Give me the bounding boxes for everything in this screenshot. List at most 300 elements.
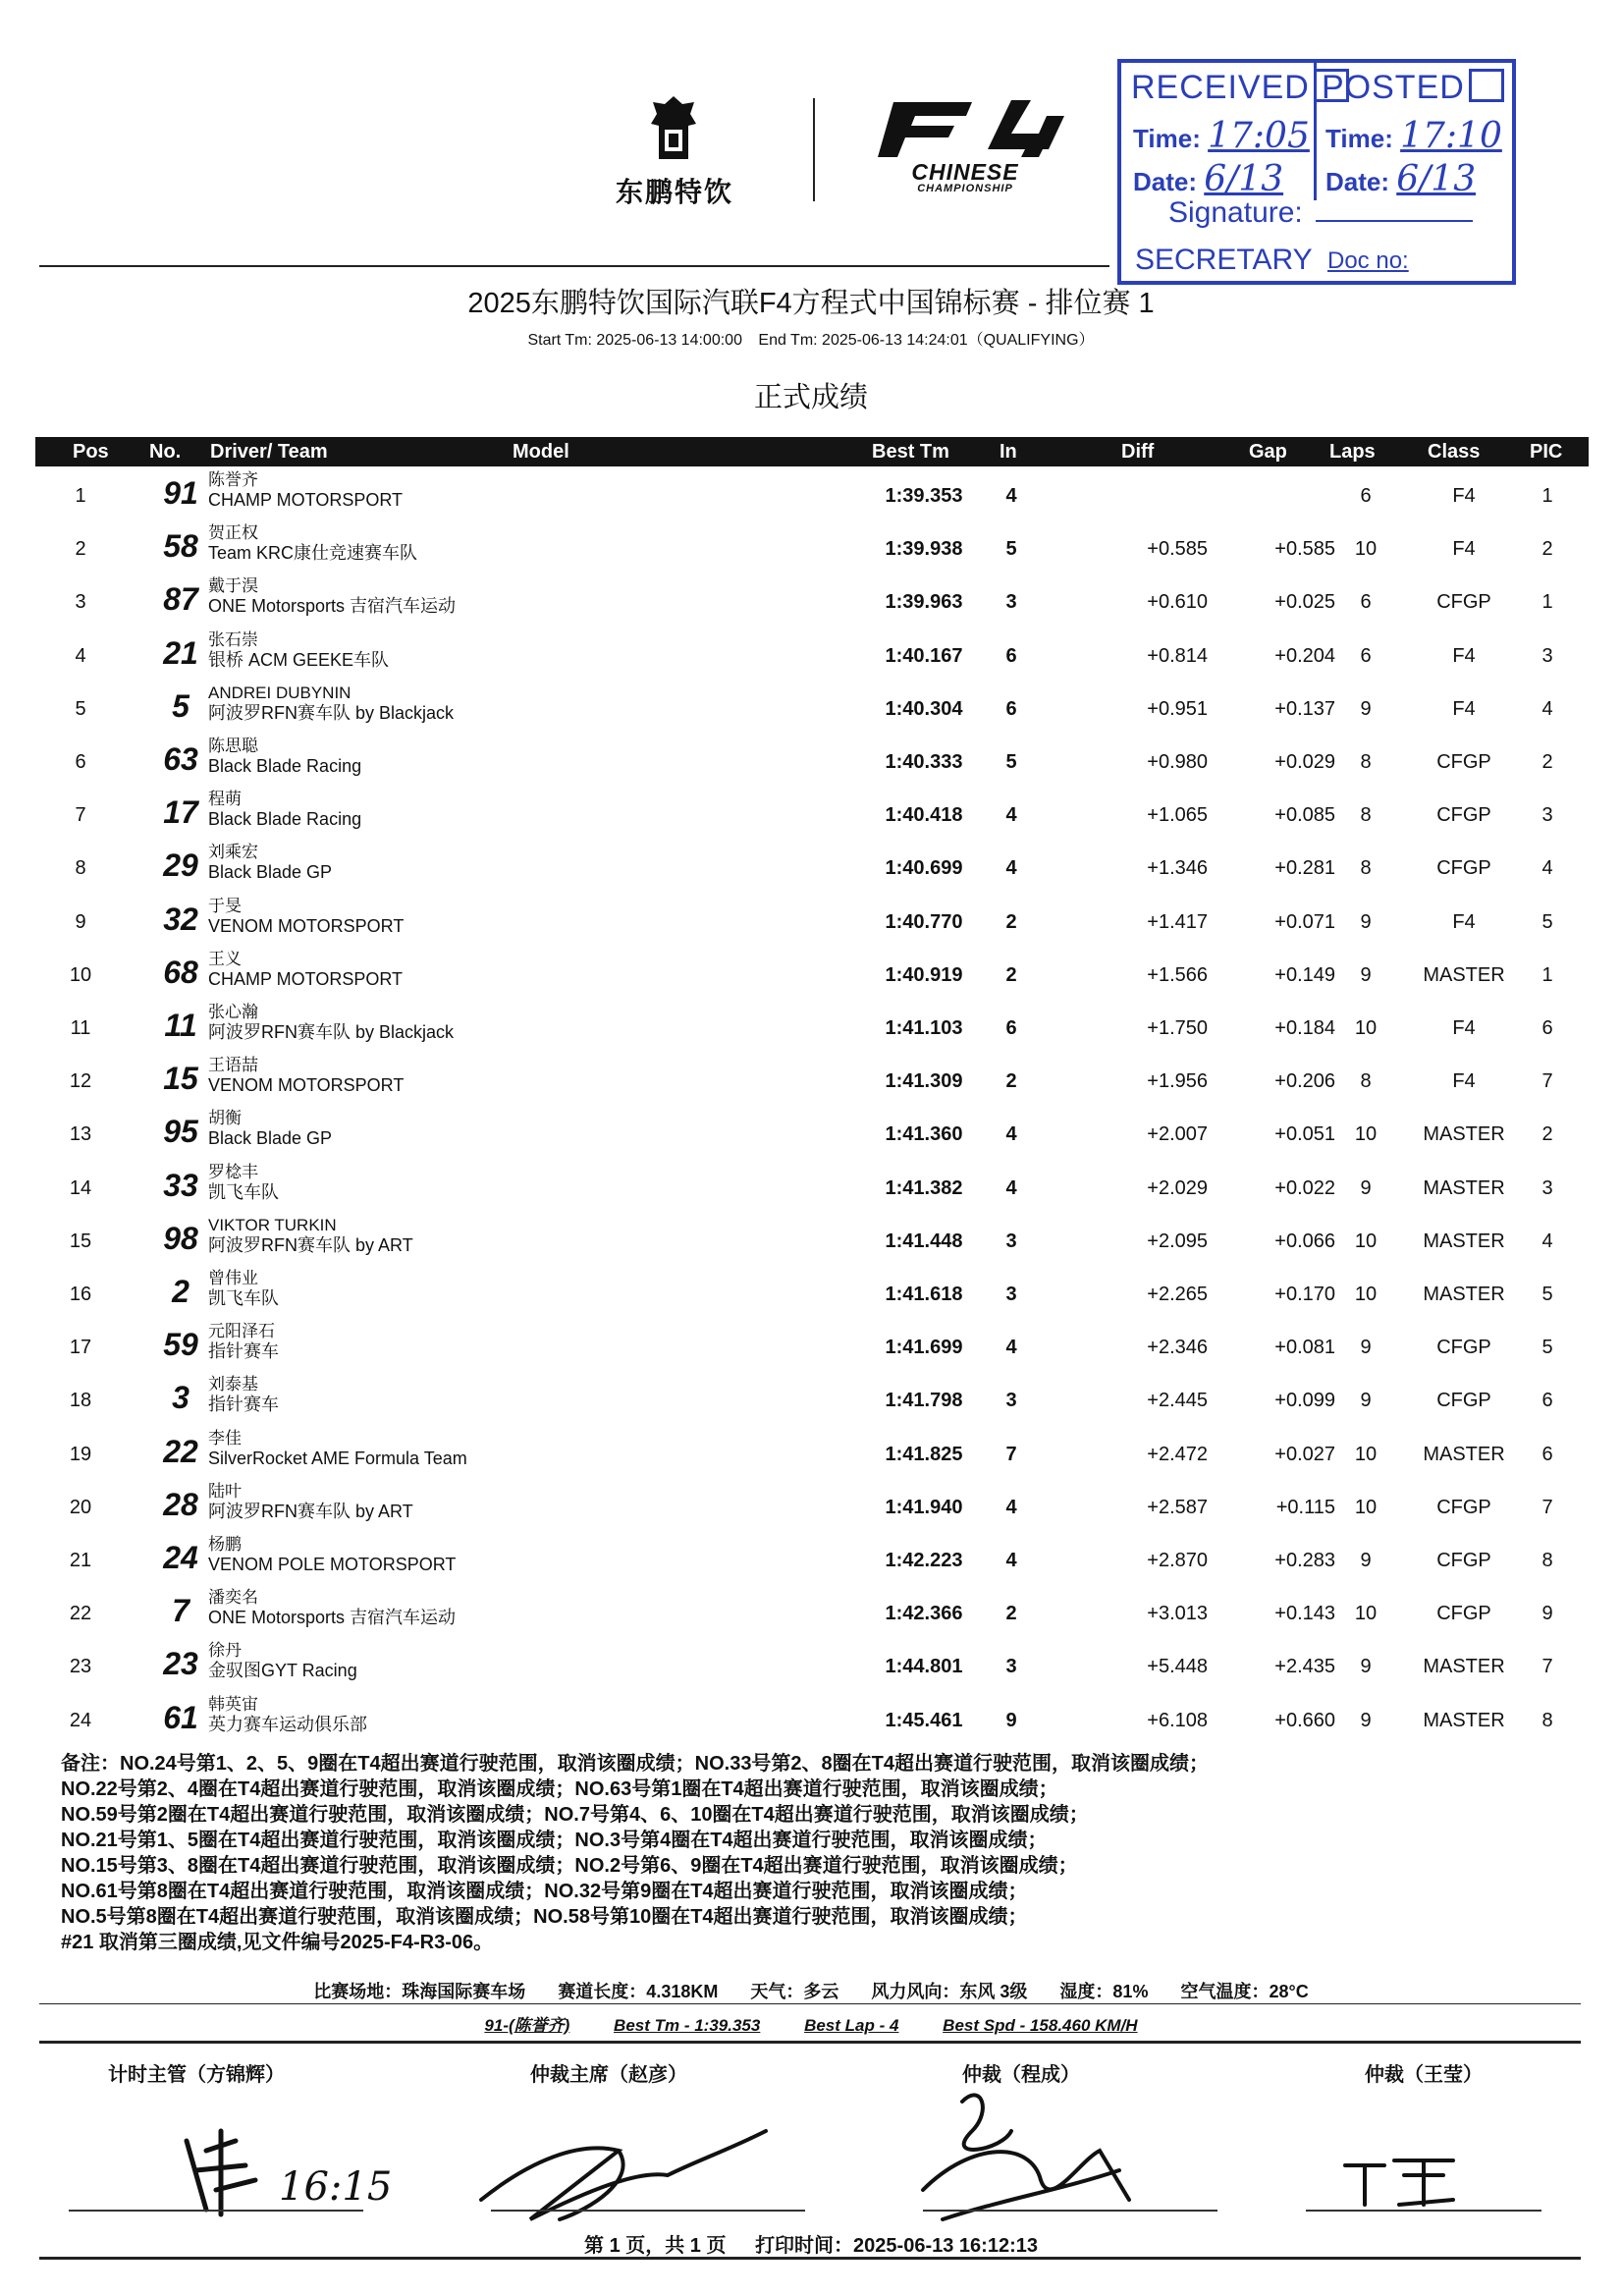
cell-driver-team <box>208 1641 357 1680</box>
cell-driver-team <box>208 470 403 510</box>
cell-pic: 6 <box>1541 1390 1553 1412</box>
stamp-posted-label: POSTED <box>1322 69 1465 106</box>
cell-laps: 6 <box>1360 485 1372 507</box>
team-name: 阿波罗RFN赛车队 by ART <box>208 1234 413 1255</box>
cell-pic: 5 <box>1541 910 1553 933</box>
col-gap: Gap <box>1249 441 1287 463</box>
cell-pic: 5 <box>1541 1284 1553 1305</box>
cell-diff: +2.445 <box>1147 1390 1208 1412</box>
print-time: 打印时间：2025-06-13 16:12:13 <box>755 2235 1038 2257</box>
cell-driver-team <box>208 1109 332 1148</box>
driver-name: 潘奕名 <box>208 1588 258 1608</box>
cell-car-number: 91 <box>163 475 198 511</box>
cell-driver-team <box>208 1695 367 1734</box>
cell-pic: 5 <box>1541 1337 1553 1359</box>
col-driver: Driver/ Team <box>210 441 328 463</box>
cell-pos: 8 <box>75 857 86 880</box>
team-name: 指针赛车 <box>208 1341 279 1362</box>
header-rule <box>39 265 1109 267</box>
cell-driver-team <box>208 576 456 616</box>
team-name: ONE Motorsports 吉宿汽车运动 <box>208 596 457 617</box>
cell-best-time: 1:45.461 <box>885 1709 963 1731</box>
driver-name: 罗棯丰 <box>208 1162 258 1181</box>
cell-driver-team <box>208 1429 467 1468</box>
cell-gap: +0.081 <box>1274 1337 1335 1359</box>
cell-car-number: 22 <box>163 1433 198 1469</box>
cell-pos: 7 <box>75 804 86 827</box>
stamp-received-date: 6/13 <box>1204 159 1284 199</box>
cell-driver-team <box>208 1216 413 1255</box>
cell-car-number: 61 <box>163 1699 198 1735</box>
cell-in: 4 <box>1005 1550 1017 1571</box>
cell-diff: +1.956 <box>1147 1070 1208 1093</box>
cell-best-time: 1:40.418 <box>885 804 963 827</box>
cell-laps: 10 <box>1354 1123 1378 1146</box>
cell-class: F4 <box>1452 1070 1476 1093</box>
cell-diff: +1.417 <box>1147 910 1208 933</box>
track-length: 赛道长度：4.318KM <box>558 1982 719 2001</box>
team-name: ONE Motorsports 吉宿汽车运动 <box>208 1608 457 1628</box>
cell-laps: 9 <box>1360 697 1372 720</box>
cell-diff: +2.472 <box>1147 1443 1208 1465</box>
cell-gap: +0.204 <box>1274 644 1335 667</box>
cell-best-time: 1:44.801 <box>885 1656 963 1678</box>
cell-in: 3 <box>1005 1656 1017 1678</box>
cell-laps: 9 <box>1360 1550 1372 1571</box>
cell-car-number: 5 <box>172 687 189 724</box>
best-lap-speed: Best Spd - 158.460 KM/H <box>943 2016 1138 2035</box>
cell-driver-team <box>208 1375 279 1414</box>
cell-car-number: 68 <box>163 954 198 990</box>
table-row <box>35 1265 1589 1318</box>
driver-name: 戴于淏 <box>208 576 258 596</box>
team-name: VENOM MOTORSPORT <box>208 915 405 936</box>
remark-line: NO.15号第3、8圈在T4超出赛道行驶范围，取消该圈成绩；NO.2号第6、9圈在T4超出赛道行驶范围，取消该圈成绩； <box>61 1855 1078 1877</box>
cell-laps: 10 <box>1354 1496 1378 1518</box>
steward-1-signature <box>884 2082 1139 2229</box>
cell-car-number: 33 <box>163 1167 198 1203</box>
table-row <box>35 1478 1589 1531</box>
cell-gap: +0.585 <box>1274 538 1335 561</box>
team-name: VENOM MOTORSPORT <box>208 1075 405 1096</box>
best-lap-time: Best Tm - 1:39.353 <box>614 2016 761 2035</box>
cell-best-time: 1:41.103 <box>885 1017 963 1039</box>
team-name: 凯飞车队 <box>208 1288 279 1308</box>
results-table-header <box>35 437 1589 466</box>
cell-diff: +2.095 <box>1147 1230 1208 1252</box>
driver-name: ANDREI DUBYNIN <box>208 683 351 702</box>
cell-in: 4 <box>1005 857 1017 880</box>
cell-pos: 5 <box>75 697 86 720</box>
cell-car-number: 59 <box>163 1327 198 1363</box>
team-name: CHAMP MOTORSPORT <box>208 490 404 510</box>
cell-pic: 4 <box>1541 857 1553 880</box>
cell-car-number: 2 <box>172 1274 189 1309</box>
driver-name: 刘乘宏 <box>208 843 258 862</box>
cell-diff: +0.610 <box>1147 591 1208 614</box>
cell-pos: 21 <box>69 1550 92 1571</box>
cell-in: 4 <box>1005 1123 1017 1146</box>
cell-in: 6 <box>1005 697 1017 720</box>
dongpeng-logo-text: 东鹏特饮 <box>615 177 733 207</box>
cell-pos: 4 <box>75 644 86 667</box>
cell-class: MASTER <box>1423 1123 1505 1146</box>
cell-car-number: 23 <box>163 1646 198 1682</box>
table-row <box>35 1371 1589 1424</box>
cell-pos: 18 <box>69 1390 92 1412</box>
cell-best-time: 1:41.699 <box>885 1337 963 1359</box>
f4-logo-subtext: CHAMPIONSHIP <box>917 183 1013 194</box>
cell-laps: 10 <box>1354 1603 1378 1625</box>
cell-in: 5 <box>1005 538 1017 561</box>
driver-name: 徐丹 <box>208 1641 242 1661</box>
cell-class: CFGP <box>1436 1603 1491 1625</box>
cell-laps: 8 <box>1360 1070 1372 1093</box>
cell-laps: 9 <box>1360 963 1372 986</box>
cell-diff: +1.065 <box>1147 804 1208 827</box>
chief-steward-signature <box>471 2121 805 2229</box>
driver-name: 贺正权 <box>208 523 258 543</box>
cell-car-number: 11 <box>164 1008 197 1043</box>
cell-best-time: 1:41.382 <box>885 1176 963 1199</box>
cell-in: 3 <box>1005 1230 1017 1252</box>
cell-laps: 10 <box>1354 1230 1378 1252</box>
cell-car-number: 3 <box>172 1380 189 1416</box>
cell-in: 3 <box>1005 1284 1017 1305</box>
cell-in: 4 <box>1005 1176 1017 1199</box>
cell-diff: +1.346 <box>1147 857 1208 880</box>
stamp-signature-line <box>1316 220 1473 222</box>
team-name: Black Blade Racing <box>208 809 362 830</box>
cell-driver-team <box>208 1482 413 1521</box>
col-diff: Diff <box>1121 441 1155 463</box>
cell-laps: 9 <box>1360 1337 1372 1359</box>
cell-gap: +0.137 <box>1274 697 1335 720</box>
cell-diff: +0.951 <box>1147 697 1208 720</box>
cell-pic: 3 <box>1541 1176 1553 1199</box>
col-pos: Pos <box>73 441 109 463</box>
driver-name: 曾伟业 <box>208 1269 258 1287</box>
cell-driver-team <box>208 1535 456 1574</box>
cell-gap: +0.149 <box>1274 963 1335 986</box>
dongpeng-emblem-icon <box>645 94 702 165</box>
cell-pos: 9 <box>75 910 86 933</box>
cell-gap: +0.051 <box>1274 1123 1335 1146</box>
cell-pos: 17 <box>69 1337 92 1359</box>
cell-laps: 10 <box>1354 1017 1378 1039</box>
venue-info <box>0 1978 1622 2003</box>
stamp-posted-date-label: Date: <box>1325 167 1390 196</box>
remark-line: NO.61号第8圈在T4超出赛道行驶范围，取消该圈成绩；NO.32号第9圈在T4超出赛道行驶范围，取消该圈成绩； <box>61 1881 1028 1902</box>
cell-gap: +0.283 <box>1274 1550 1335 1571</box>
table-row <box>35 1637 1589 1690</box>
cell-class: F4 <box>1452 644 1476 667</box>
stamp-signature-label: Signature: <box>1168 196 1303 229</box>
driver-name: 陆叶 <box>208 1481 242 1501</box>
driver-name: 元阳泽石 <box>208 1322 275 1341</box>
cell-laps: 8 <box>1360 804 1372 827</box>
table-row <box>35 519 1589 573</box>
cell-gap: +0.206 <box>1274 1070 1335 1093</box>
cell-pos: 2 <box>75 538 86 561</box>
table-row <box>35 1105 1589 1158</box>
cell-gap: +2.435 <box>1274 1656 1335 1678</box>
cell-car-number: 63 <box>163 741 198 777</box>
cell-class: MASTER <box>1423 1443 1505 1465</box>
cell-in: 4 <box>1005 485 1017 507</box>
cell-class: F4 <box>1452 485 1476 507</box>
stamp-posted-time: 17:10 <box>1400 116 1502 156</box>
cell-driver-team <box>208 1588 456 1627</box>
cell-class: CFGP <box>1436 804 1491 827</box>
cell-diff: +0.980 <box>1147 751 1208 773</box>
cell-best-time: 1:41.825 <box>885 1443 963 1465</box>
stamp-posted-time-label: Time: <box>1325 124 1393 153</box>
timing-chief-signature <box>177 2121 265 2219</box>
weather: 天气：多云 <box>750 1982 839 2001</box>
cell-pic: 2 <box>1541 751 1553 773</box>
timing-chief-title: 计时主管（方锦辉） <box>108 2064 285 2086</box>
cell-pos: 13 <box>69 1123 92 1146</box>
stamp-received-time: 17:05 <box>1208 116 1310 156</box>
cell-car-number: 15 <box>163 1061 198 1097</box>
f4-logo-text: CHINESE <box>911 159 1019 185</box>
timing-chief-signed-time: 16:15 <box>279 2164 393 2210</box>
cell-driver-team <box>208 523 417 563</box>
cell-pic: 1 <box>1541 591 1553 614</box>
cell-class: CFGP <box>1436 591 1491 614</box>
cell-driver-team <box>208 1056 404 1095</box>
cell-gap: +0.170 <box>1274 1284 1335 1305</box>
cell-driver-team <box>208 950 403 989</box>
team-name: 银桥 ACM GEEKE车队 <box>208 649 390 670</box>
best-lap-driver: 91-(陈誉齐) <box>484 2016 570 2035</box>
cell-class: CFGP <box>1436 1496 1491 1518</box>
cell-in: 6 <box>1005 1017 1017 1039</box>
page-count: 第 1 页，共 1 页 <box>584 2235 727 2257</box>
cell-pic: 8 <box>1541 1709 1553 1731</box>
cell-in: 4 <box>1005 804 1017 827</box>
cell-pic: 3 <box>1541 644 1553 667</box>
cell-pos: 24 <box>69 1709 92 1731</box>
cell-pic: 4 <box>1541 1230 1553 1252</box>
cell-best-time: 1:41.940 <box>885 1496 963 1518</box>
table-row <box>35 893 1589 946</box>
cell-best-time: 1:42.366 <box>885 1603 963 1625</box>
team-name: Team KRC康仕竞速赛车队 <box>208 543 418 564</box>
cell-pos: 12 <box>69 1070 92 1093</box>
cell-best-time: 1:41.360 <box>885 1123 963 1146</box>
remarks <box>61 1751 1553 1955</box>
team-name: Black Blade Racing <box>208 756 362 776</box>
cell-diff: +3.013 <box>1147 1603 1208 1625</box>
cell-gap: +0.660 <box>1274 1709 1335 1731</box>
col-model: Model <box>513 441 569 463</box>
chief-steward-title: 仲裁主席（赵彦） <box>530 2064 687 2086</box>
remark-line: NO.22号第2、4圈在T4超出赛道行驶范围，取消该圈成绩；NO.63号第1圈在T4超出赛道行驶范围，取消该圈成绩； <box>61 1778 1058 1800</box>
cell-pic: 7 <box>1541 1070 1553 1093</box>
cell-pic: 2 <box>1541 538 1553 561</box>
cell-diff: +5.448 <box>1147 1656 1208 1678</box>
driver-name: VIKTOR TURKIN <box>208 1215 337 1234</box>
cell-car-number: 28 <box>163 1486 198 1522</box>
best-lap-number: Best Lap - 4 <box>804 2016 899 2035</box>
cell-driver-team <box>208 1003 454 1042</box>
table-row <box>35 680 1589 733</box>
cell-diff: +2.587 <box>1147 1496 1208 1518</box>
cell-pos: 15 <box>69 1230 92 1252</box>
stamp-received-label: RECEIVED <box>1131 69 1310 106</box>
cell-class: CFGP <box>1436 1337 1491 1359</box>
cell-pic: 7 <box>1541 1656 1553 1678</box>
cell-gap: +0.027 <box>1274 1443 1335 1465</box>
official-results-heading: 正式成绩 <box>753 382 868 413</box>
cell-class: F4 <box>1452 538 1476 561</box>
cell-best-time: 1:41.798 <box>885 1390 963 1412</box>
cell-driver-team <box>208 630 389 670</box>
cell-in: 2 <box>1005 1603 1017 1625</box>
cell-class: F4 <box>1452 1017 1476 1039</box>
stamp-received-date-label: Date: <box>1133 167 1198 196</box>
cell-diff: +2.029 <box>1147 1176 1208 1199</box>
driver-name: 王义 <box>208 949 242 968</box>
humidity: 湿度：81% <box>1059 1982 1149 2001</box>
cell-car-number: 29 <box>163 847 198 884</box>
driver-name: 张石崇 <box>208 629 258 649</box>
steward-2-signature <box>1335 2151 1463 2210</box>
received-posted-stamp <box>1117 59 1516 285</box>
cell-gap: +0.184 <box>1274 1017 1335 1039</box>
cell-best-time: 1:40.167 <box>885 644 963 667</box>
driver-name: 王语喆 <box>208 1056 258 1075</box>
cell-in: 5 <box>1005 751 1017 773</box>
cell-gap: +0.115 <box>1275 1496 1335 1518</box>
driver-name: 胡衡 <box>208 1109 242 1128</box>
cell-best-time: 1:39.963 <box>885 591 963 614</box>
cell-best-time: 1:41.618 <box>885 1284 963 1305</box>
remark-line: #21 取消第三圈成绩,见文件编号2025-F4-R3-06。 <box>61 1932 494 1953</box>
venue-name: 比赛场地：珠海国际赛车场 <box>313 1982 526 2001</box>
dongpeng-logo <box>601 94 748 212</box>
cell-pos: 3 <box>75 591 86 614</box>
cell-class: CFGP <box>1436 857 1491 880</box>
cell-pos: 6 <box>75 751 86 773</box>
table-row <box>35 1212 1589 1265</box>
cell-pos: 23 <box>69 1656 92 1678</box>
cell-gap: +0.099 <box>1274 1390 1335 1412</box>
cell-diff: +2.007 <box>1147 1123 1208 1146</box>
team-name: 金驭图GYT Racing <box>208 1661 357 1681</box>
table-row <box>35 786 1589 839</box>
steward-1-title: 仲裁（程成） <box>962 2064 1080 2086</box>
cell-laps: 6 <box>1360 591 1372 614</box>
cell-diff: +2.265 <box>1147 1284 1208 1305</box>
driver-name: 陈思聪 <box>208 737 258 755</box>
table-row <box>35 627 1589 680</box>
cell-best-time: 1:39.938 <box>885 538 963 561</box>
cell-best-time: 1:41.448 <box>885 1230 963 1252</box>
table-row <box>35 839 1589 892</box>
team-name: 英力赛车运动俱乐部 <box>208 1714 367 1734</box>
cell-pic: 3 <box>1541 804 1553 827</box>
driver-name: 程萌 <box>208 790 242 809</box>
timing-chief-sign-line <box>69 2210 363 2212</box>
remark-line: 备注：NO.24号第1、2、5、9圈在T4超出赛道行驶范围，取消该圈成绩；NO.33号第2、8圈在T4超出赛道行驶范围，取消该圈成绩； <box>61 1753 1210 1775</box>
cell-car-number: 7 <box>172 1593 189 1629</box>
cell-laps: 8 <box>1360 751 1372 773</box>
cell-diff: +1.750 <box>1147 1017 1208 1039</box>
cell-in: 2 <box>1005 963 1017 986</box>
air-temperature: 空气温度：28°C <box>1180 1982 1309 2001</box>
cell-class: MASTER <box>1423 963 1505 986</box>
stamp-doc-no: Doc no: <box>1327 247 1409 274</box>
cell-car-number: 95 <box>163 1114 198 1150</box>
cell-car-number: 21 <box>163 634 198 671</box>
cell-diff: +0.585 <box>1147 538 1208 561</box>
cell-best-time: 1:40.919 <box>885 963 963 986</box>
cell-laps: 8 <box>1360 857 1372 880</box>
cell-laps: 10 <box>1354 538 1378 561</box>
remark-line: NO.5号第8圈在T4超出赛道行驶范围，取消该圈成绩；NO.58号第10圈在T4超出赛道行驶范围，取消该圈成绩； <box>61 1906 1028 1928</box>
driver-name: 李佳 <box>208 1428 242 1448</box>
team-name: SilverRocket AME Formula Team <box>208 1448 467 1468</box>
col-no: No. <box>149 441 182 463</box>
driver-name: 于旻 <box>208 896 242 915</box>
cell-in: 6 <box>1005 644 1017 667</box>
cell-laps: 10 <box>1354 1284 1378 1305</box>
cell-in: 4 <box>1005 1337 1017 1359</box>
steward-1-sign-line <box>923 2210 1217 2212</box>
cell-class: CFGP <box>1436 1550 1491 1571</box>
team-name: 阿波罗RFN赛车队 by Blackjack <box>208 702 455 723</box>
cell-laps: 9 <box>1360 1390 1372 1412</box>
cell-class: MASTER <box>1423 1176 1505 1199</box>
cell-car-number: 58 <box>163 528 198 565</box>
team-name: Black Blade GP <box>208 1128 333 1149</box>
cell-pos: 20 <box>69 1496 92 1518</box>
cell-in: 3 <box>1005 591 1017 614</box>
best-lap-info <box>0 2011 1622 2036</box>
cell-pic: 8 <box>1541 1550 1553 1571</box>
cell-class: CFGP <box>1436 1390 1491 1412</box>
cell-best-time: 1:40.770 <box>885 910 963 933</box>
table-row <box>35 1691 1589 1744</box>
session-times <box>0 327 1622 350</box>
remark-line: NO.59号第2圈在T4超出赛道行驶范围，取消该圈成绩；NO.7号第4、6、10圈在T4超出赛道行驶范围，取消该圈成绩； <box>61 1804 1089 1826</box>
cell-laps: 6 <box>1360 644 1372 667</box>
cell-driver-team <box>208 1163 279 1202</box>
cell-best-time: 1:40.333 <box>885 751 963 773</box>
cell-best-time: 1:40.699 <box>885 857 963 880</box>
team-name: 凯飞车队 <box>208 1181 279 1202</box>
cell-best-time: 1:41.309 <box>885 1070 963 1093</box>
col-in: In <box>1000 441 1017 463</box>
cell-laps: 9 <box>1360 1709 1372 1731</box>
cell-diff: +6.108 <box>1147 1709 1208 1731</box>
cell-pic: 6 <box>1541 1017 1553 1039</box>
f4-chinese-championship-logo <box>864 94 1080 202</box>
cell-in: 3 <box>1005 1390 1017 1412</box>
table-row <box>35 946 1589 999</box>
cell-class: MASTER <box>1423 1709 1505 1731</box>
cell-laps: 9 <box>1360 1656 1372 1678</box>
cell-car-number: 24 <box>163 1540 198 1575</box>
end-time: End Tm: 2025-06-13 14:24:01（QUALIFYING） <box>758 332 1095 349</box>
table-row <box>35 1531 1589 1584</box>
col-pic: PIC <box>1530 441 1563 463</box>
cell-pos: 22 <box>69 1603 92 1625</box>
cell-laps: 9 <box>1360 1176 1372 1199</box>
